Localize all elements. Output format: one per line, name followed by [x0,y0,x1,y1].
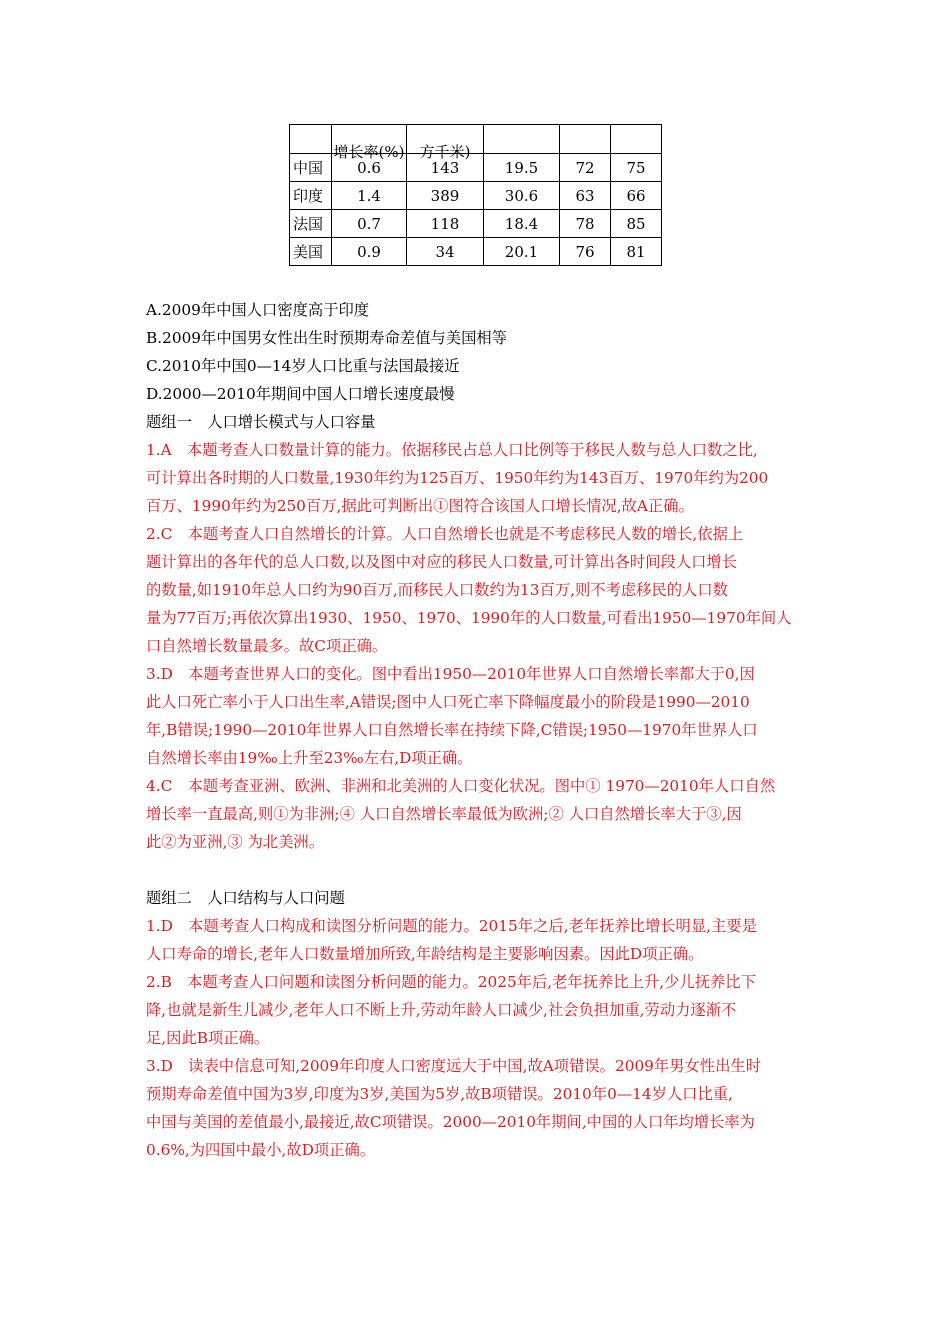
data-table [289,124,662,266]
answer-line: 0.6%,为四国中最小,故D项正确。 [146,1141,376,1159]
answer-line: 人口寿命的增长,老年人口数量增加所致,年龄结构是主要影响因素。因此D项正确。 [146,945,704,963]
table-cell: 0.6 [332,154,407,182]
answer-line: 1.A 本题考查人口数量计算的能力。依据移民占总人口比例等于移民人数与总人口数之比, [146,441,758,459]
answer-line: 的数量,如1910年总人口约为90百万,而移民人口数约为13百万,则不考虑移民的人口数 [146,581,728,599]
answer-line: 题计算出的各年代的总人口数,以及图中对应的移民人口数量,可计算出各时间段人口增长 [146,553,738,571]
header-cell [560,125,611,154]
answer-line: 4.C 本题考查亚洲、欧洲、非洲和北美洲的人口变化状况。图中① 1970—2010年人口自然 [146,777,776,795]
group1-title: 题组一 人口增长模式与人口容量 [146,413,376,431]
table-cell: 75 [611,154,662,182]
table-cell: 72 [560,154,611,182]
header-cell [611,125,662,154]
answer-line: 中国与美国的差值最小,最接近,故C项错误。2000—2010年期间,中国的人口年均增长率为 [146,1113,755,1131]
answer-line: 量为77百万;再依次算出1930、1950、1970、1990年的人口数量,可看出1950—1970年间人 [146,609,792,627]
header-fragment: 增长率(%) [333,143,405,161]
table-cell: 19.5 [484,154,560,182]
answer-line: 2.C 本题考查人口自然增长的计算。人口自然增长也就是不考虑移民人数的增长,依据上 [146,525,744,543]
answer-line: 2.B 本题考查人口问题和读图分析问题的能力。2025年后,老年抚养比上升,少儿抚养比下 [146,973,756,991]
table-cell: 66 [611,182,662,210]
answer-line: 足,因此B项正确。 [146,1029,270,1047]
answer-line: 预期寿命差值中国为3岁,印度为3岁,美国为5岁,故B项错误。2010年0—14岁人口比重, [146,1085,733,1103]
table-cell: 1.4 [332,182,407,210]
header-cell [332,125,407,161]
answer-line: 可计算出各时期的人口数量,1930年约为125百万、1950年约为143百万、1970年约为200 [146,469,769,487]
table-cell: 0.7 [332,210,407,238]
table-cell: 118 [407,210,484,238]
header-cell [407,125,484,161]
table-cell: 30.6 [484,182,560,210]
table-cell: 34 [407,238,484,266]
table-cell: 81 [611,238,662,266]
header-fragment: 方千米) [419,143,471,161]
table-cell: 76 [560,238,611,266]
table-row [290,182,662,210]
answer-line: 口自然增长数量最多。故C项正确。 [146,637,388,655]
answer-line: 年,B错误;1990—2010年世界人口自然增长率在持续下降,C错误;1950—1970年世界人口 [146,721,758,739]
group2-title: 题组二 人口结构与人口问题 [146,889,345,907]
answer-line: 增长率一直最高,则①为非洲;④ 人口自然增长率最低为欧洲;② 人口自然增长率大于③,因 [146,805,742,823]
answer-line: 1.D 本题考查人口构成和读图分析问题的能力。2015年之后,老年抚养比增长明显,主要是 [146,917,757,935]
option-c: C.2010年中国0—14岁人口比重与法国最接近 [146,357,460,375]
table-row [290,210,662,238]
table-cell: 0.9 [332,238,407,266]
option-b: B.2009年中国男女性出生时预期寿命差值与美国相等 [146,329,507,347]
answer-line: 此②为亚洲,③ 为北美洲。 [146,833,324,851]
table-cell: 18.4 [484,210,560,238]
table-cell: 78 [560,210,611,238]
table-cell: 143 [407,154,484,182]
table-cell: 63 [560,182,611,210]
answer-line: 自然增长率由19‰上升至23‰左右,D项正确。 [146,749,473,767]
table-cell: 20.1 [484,238,560,266]
header-cell [290,125,332,154]
country-cell: 印度 [290,182,332,210]
document-body [146,296,826,1164]
option-d: D.2000—2010年期间中国人口增长速度最慢 [146,385,455,403]
spacer [146,856,826,884]
option-a: A.2009年中国人口密度高于印度 [146,301,370,319]
table-cell: 389 [407,182,484,210]
country-cell: 美国 [290,238,332,266]
table-header-row [290,125,662,154]
table-row [290,238,662,266]
answer-line: 降,也就是新生儿减少,老年人口不断上升,劳动年龄人口减少,社会负担加重,劳动力逐渐不 [146,1001,737,1019]
country-cell: 法国 [290,210,332,238]
country-cell: 中国 [290,154,332,182]
answer-line: 此人口死亡率小于人口出生率,A错误;图中人口死亡率下降幅度最小的阶段是1990—2010 [146,693,750,711]
answer-line: 3.D 本题考查世界人口的变化。图中看出1950—2010年世界人口自然增长率都大于0,因 [146,665,755,683]
answer-line: 3.D 读表中信息可知,2009年印度人口密度远大于中国,故A项错误。2009年男女性出生时 [146,1057,761,1075]
header-cell [484,125,560,154]
answer-line: 百万、1990年约为250百万,据此可判断出①图符合该国人口增长情况,故A正确。 [146,497,694,515]
table-cell: 85 [611,210,662,238]
